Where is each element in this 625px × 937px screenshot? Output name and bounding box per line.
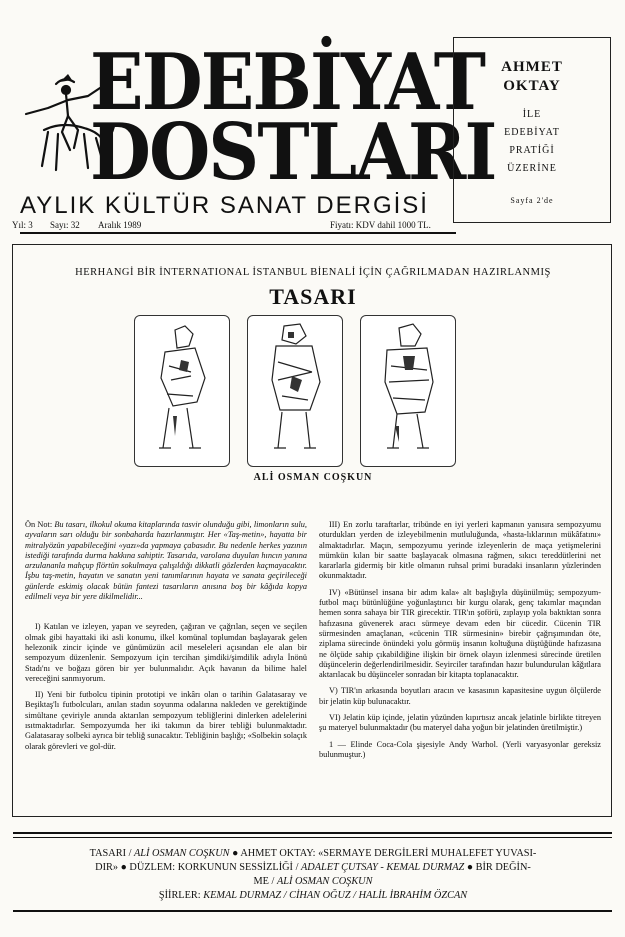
footer-l1c: ● AHMET OKTAY: «SERMAYE DERGİLERİ MUHALEFET YUVASI- <box>232 848 537 859</box>
footer-line-1 <box>18 847 608 861</box>
issue-year: Yıl: 3 <box>12 220 33 230</box>
footer-l4b: KEMAL DURMAZ / CİHAN OĞUZ / HALİL İBRAHİM ÖZCAN <box>203 890 468 901</box>
article-title: TASARI <box>269 284 357 309</box>
footer-rule-top-thin <box>13 837 612 838</box>
masthead <box>8 22 496 222</box>
footer-line-4 <box>18 889 608 903</box>
issue-price: Fiyatı: KDV dahil 1000 TL. <box>330 220 431 230</box>
masthead-title-line2: DOSTLARI <box>90 107 496 198</box>
footer-l1a: TASARI / <box>89 848 132 859</box>
side-box-line2: EDEBİYAT <box>504 127 560 138</box>
article-frame <box>12 244 612 817</box>
article-headline: HERHANGİ BİR İNTERNATIONAL İSTANBUL BİENALİ İÇİN ÇAĞRILMADAN HAZIRLANMIŞ <box>75 267 551 278</box>
footer-l1b: ALİ OSMAN COŞKUN <box>134 848 230 859</box>
issue-date: Aralık 1989 <box>98 220 142 230</box>
note-label: Ön Not: <box>25 520 53 529</box>
footer-rule-bottom <box>13 910 612 912</box>
footer-l2c: ● BİR DEĞİN- <box>466 862 531 873</box>
footer-l2a: DIR» ● DÜZLEM: KORKUNUN SESSİZLİĞİ / <box>95 862 299 873</box>
article-author: ALİ OSMAN COŞKUN <box>253 472 373 483</box>
side-box-line3: PRATİĞİ <box>509 145 555 156</box>
side-box-name1: AHMET <box>501 59 563 75</box>
side-box-line4: ÜZERİNE <box>507 163 557 174</box>
paragraph-2: II) Yeni bir futbolcu tipinin prototipi ve inkârı olan o tarihin Galatasaray ve Beşiktaş'lı futbolcuları, anılan stadın soyunma odalarına nakleden ve gerektiğinde simültane çeviriyle anında aktarılan sempozyum tebliğlerini dinlerken adelelerini ısıtmaktadırlar. Sempozyumda her iki takımın da birer tebliği bulunmaktadır. Galatasaray solbeki ayrıca bir tebliğ sunacaktır. Tebliğinin başlığı; «Solbekin solaçık olarak görevleri ve gol-dür. <box>25 690 307 751</box>
footer-line-3 <box>18 875 608 889</box>
masthead-title-line1: EDEBİYAT <box>90 37 485 128</box>
figure-illustration-1 <box>135 316 228 465</box>
article-column-right <box>319 520 601 766</box>
side-box-line1: İLE <box>522 109 542 120</box>
figure-illustration-2 <box>248 316 341 465</box>
paragraph-6: VI) Jelatin küp içinde, jelatin yüzünden kıpırtısız ancak jelatinle birlikte titreyen şu materyel bulunmaktadır (bu materyel daha yoğun bir jelatinden üretilmiştir.) <box>319 713 601 733</box>
footer-l3b: ALİ OSMAN COŞKUN <box>276 876 373 887</box>
masthead-subtitle: AYLIK KÜLTÜR SANAT DERGİSİ <box>20 192 429 219</box>
footer-l4a: ŞİİRLER: <box>158 890 201 901</box>
paragraph-5: V) TIR'ın arkasında boyutları aracın ve kasasının kapasitesine uygun ölçülerde bir jelatin küp bulunacaktır. <box>319 686 601 706</box>
intro-note <box>25 520 307 602</box>
article-column-left <box>25 520 307 758</box>
paragraph-4: IV) «Bütünsel insana bir adım kala» alt başlığıyla düşünülmüş; sempozyum-futbol maçı bütünlüğüne yoğunlaştırıcı bir kurgu olarak, genç takımlar maçından hemen sonra sahaya bir TIR girecektir. TIR'ın şoförü, zıplayıp yola baktıktan sonra hafızasına güvenerek aracı sürmeye devam eden bir cücedir. Cücenin TIR sürmesinden amaçlanan, «cücenin TIR sürmesinin» birebir çağrışımından öte, ziplama sürecinde önündeki yolu görmüş insanın koltuğuna düştüğünde hafızasına ne ölçüde sahip çıkabildiğine ilişkin bir örnek olayın izlenmesi sürecinde üretilen düşüncelerin değerlendirilmesidir. Seyirciler tarafından hazır bulundurulan kâğıtlara aktarılacak bu düşünceler sonradan bir kitapta toplanacaktır. <box>319 587 601 680</box>
side-box-name2: OKTAY <box>503 78 561 94</box>
illustration-panel <box>247 315 343 467</box>
paragraph-3: III) En zorlu taraftarlar, tribünde en iyi yerleri kapmanın yanısıra sempozyumu oturdukları yerden de izleyebilmenin mutluluğunda, «hasta-lıklarının mükâfatını» almaktadırlar. Maçın, sempozyumu yerinde izleyenlerin de maça yetişmelerini mümkün kılan bir saatte başlayacak olmasına rağmen, sıkıcı tereddütlerini net kararlarla gidermiş bir kitle olmanın ruhsal primi buradaki insanların yüzlerinden okunmaktadır. <box>319 520 601 581</box>
note-text: Bu tasarı, ilkokul okuma kitaplarında tasvir olunduğu gibi, limonların sulu, ayvaların sarı olduğu bir sonbaharda hazırlanmıştır. Her «Taş-metin», hayatta bir mitralyözün yapabileceğini «yazı»da yapmaya çabasıdır. Bu nedenle herkes yazının istediği tarafında durma hakkına sahiptir. Tasarıda, varolana duyulan hıncın yanına arzulananla mahçup flörtün sokulmaya çalışıldığı dikkatli gözlerden kaçmayacaktır. İşbu taş-metin, hayatın ve sanatın yeni tanımlarının hayata ve sanata geçirileceği günlerde eskimiş olacak bütün fantezi tasarıların anısına boş bir kâğıda kopya edilmeli veya bir yere dikilmelidir... <box>25 520 307 602</box>
footer-l2b: ADALET ÇUTSAY - KEMAL DURMAZ <box>301 862 465 873</box>
side-box-page-ref: Sayfa 2'de <box>510 196 554 205</box>
footer-rule-top <box>13 832 612 834</box>
footer-line-2 <box>18 861 608 875</box>
paragraph-1: I) Katılan ve izleyen, yapan ve seyreden, çağıran ve çağrılan, seçen ve seçilen olmak gibi hayattaki iki asli konumu, ilkel komünal toplumdan başlayarak gelen helezonik zincir içinde ve günümüzün acil meseleleri açısından ele alan bir sempozyum düzenlenir. Sempozyum için tercihan şimdiki/şimdilik adıyla İnönü Stadı'nı ve boğazı gören bir yer bulunmalıdır. Açık havanın da bilime halel vereceğini sanmıyorum. <box>25 622 307 683</box>
issue-number: Sayı: 32 <box>50 220 80 230</box>
figure-illustration-3 <box>361 316 454 465</box>
illustration-panel <box>360 315 456 467</box>
contents-box <box>453 37 611 223</box>
footnote: 1 — Elinde Coca-Cola şişesiyle Andy Warhol. (Yerli varyasyonlar gereksiz bulunmuştur.) <box>319 739 601 759</box>
footer-contents <box>18 847 608 903</box>
footer-l3a: ME / <box>253 876 275 887</box>
masthead-rule <box>20 232 456 234</box>
illustration-panel <box>134 315 230 467</box>
